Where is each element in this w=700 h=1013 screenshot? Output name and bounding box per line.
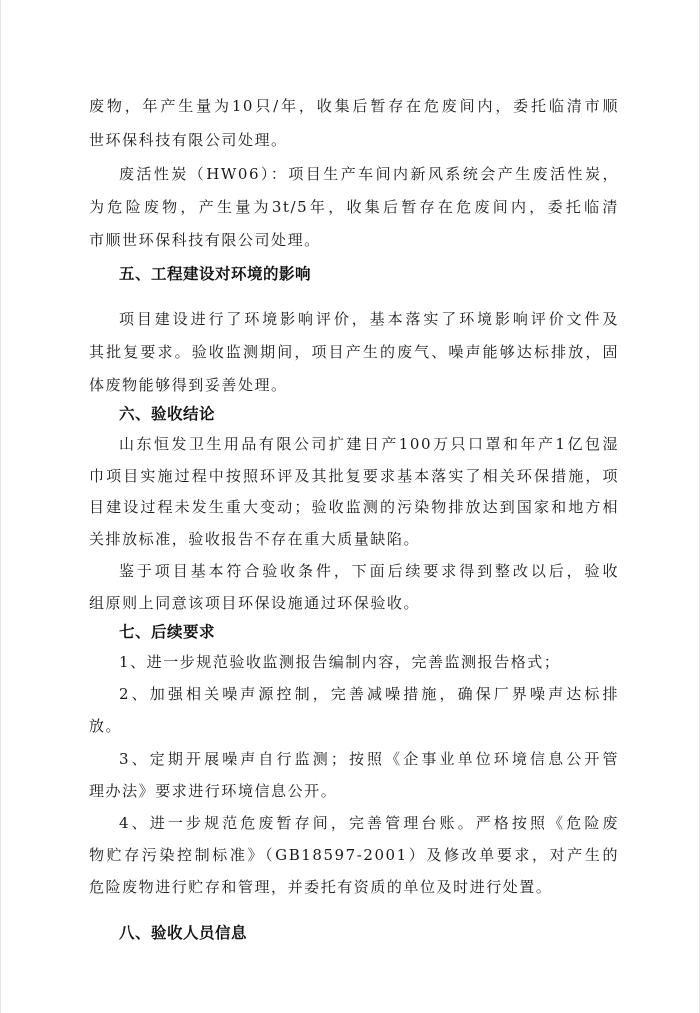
paragraph-line: 项目建设进行了环境影响评价，基本落实了环境影响评价文件及 (119, 310, 619, 328)
paragraph-line: 山东恒发卫生用品有限公司扩建日产100万只口罩和年产1亿包湿 (119, 435, 619, 453)
list-item-line: 放。 (89, 717, 123, 735)
paragraph-line: 关排放标准，验收报告不存在重大质量缺陷。 (89, 530, 421, 548)
paragraph-line: 组原则上同意该项目环保设施通过环保验收。 (89, 594, 421, 612)
section-heading-6: 六、验收结论 (119, 405, 216, 423)
list-item-line: 物贮存污染控制标准》（GB18597-2001）及修改单要求，对产生的 (89, 846, 619, 864)
paragraph-line: 废活性炭（HW06）：项目生产车间内新风系统会产生废活性炭， (119, 165, 619, 183)
list-item-line: 2、加强相关噪声源控制，完善减噪措施，确保厂界噪声达标排 (119, 685, 619, 703)
section-heading-5: 五、工程建设对环境的影响 (119, 265, 312, 283)
section-heading-7: 七、后续要求 (119, 623, 216, 641)
paragraph-line: 体废物能够得到妥善处理。 (89, 376, 288, 394)
list-item-line: 理办法》要求进行环境信息公开。 (89, 782, 338, 800)
list-item-line: 4、进一步规范危废暂存间，完善管理台账。严格按照《危险废 (119, 814, 619, 832)
paragraph-line: 其批复要求。验收监测期间，项目产生的废气、噪声能够达标排放，固 (89, 343, 619, 361)
paragraph-line: 为危险废物，产生量为3t/5年，收集后暂存在危废间内，委托临清 (89, 198, 619, 216)
list-item-line: 危险废物进行贮存和管理，并委托有资质的单位及时进行处置。 (89, 878, 553, 896)
section-heading-8: 八、验收人员信息 (119, 924, 248, 942)
paragraph-line: 巾项目实施过程中按照环评及其批复要求基本落实了相关环保措施，项 (89, 467, 619, 485)
paragraph-line: 废物，年产生量为10只/年，收集后暂存在危废间内，委托临清市顺 (89, 97, 619, 115)
paragraph-line: 市顺世环保科技有限公司处理。 (89, 231, 321, 249)
paragraph-line: 目建设过程未发生重大变动；验收监测的污染物排放达到国家和地方相 (89, 498, 619, 516)
paragraph-line: 鉴于项目基本符合验收条件，下面后续要求得到整改以后，验收 (119, 562, 619, 580)
list-item-line: 3、定期开展噪声自行监测；按照《企事业单位环境信息公开管 (119, 750, 619, 768)
list-item-line: 1、进一步规范验收监测报告编制内容，完善监测报告格式； (119, 653, 561, 671)
paragraph-line: 世环保科技有限公司处理。 (89, 131, 288, 149)
